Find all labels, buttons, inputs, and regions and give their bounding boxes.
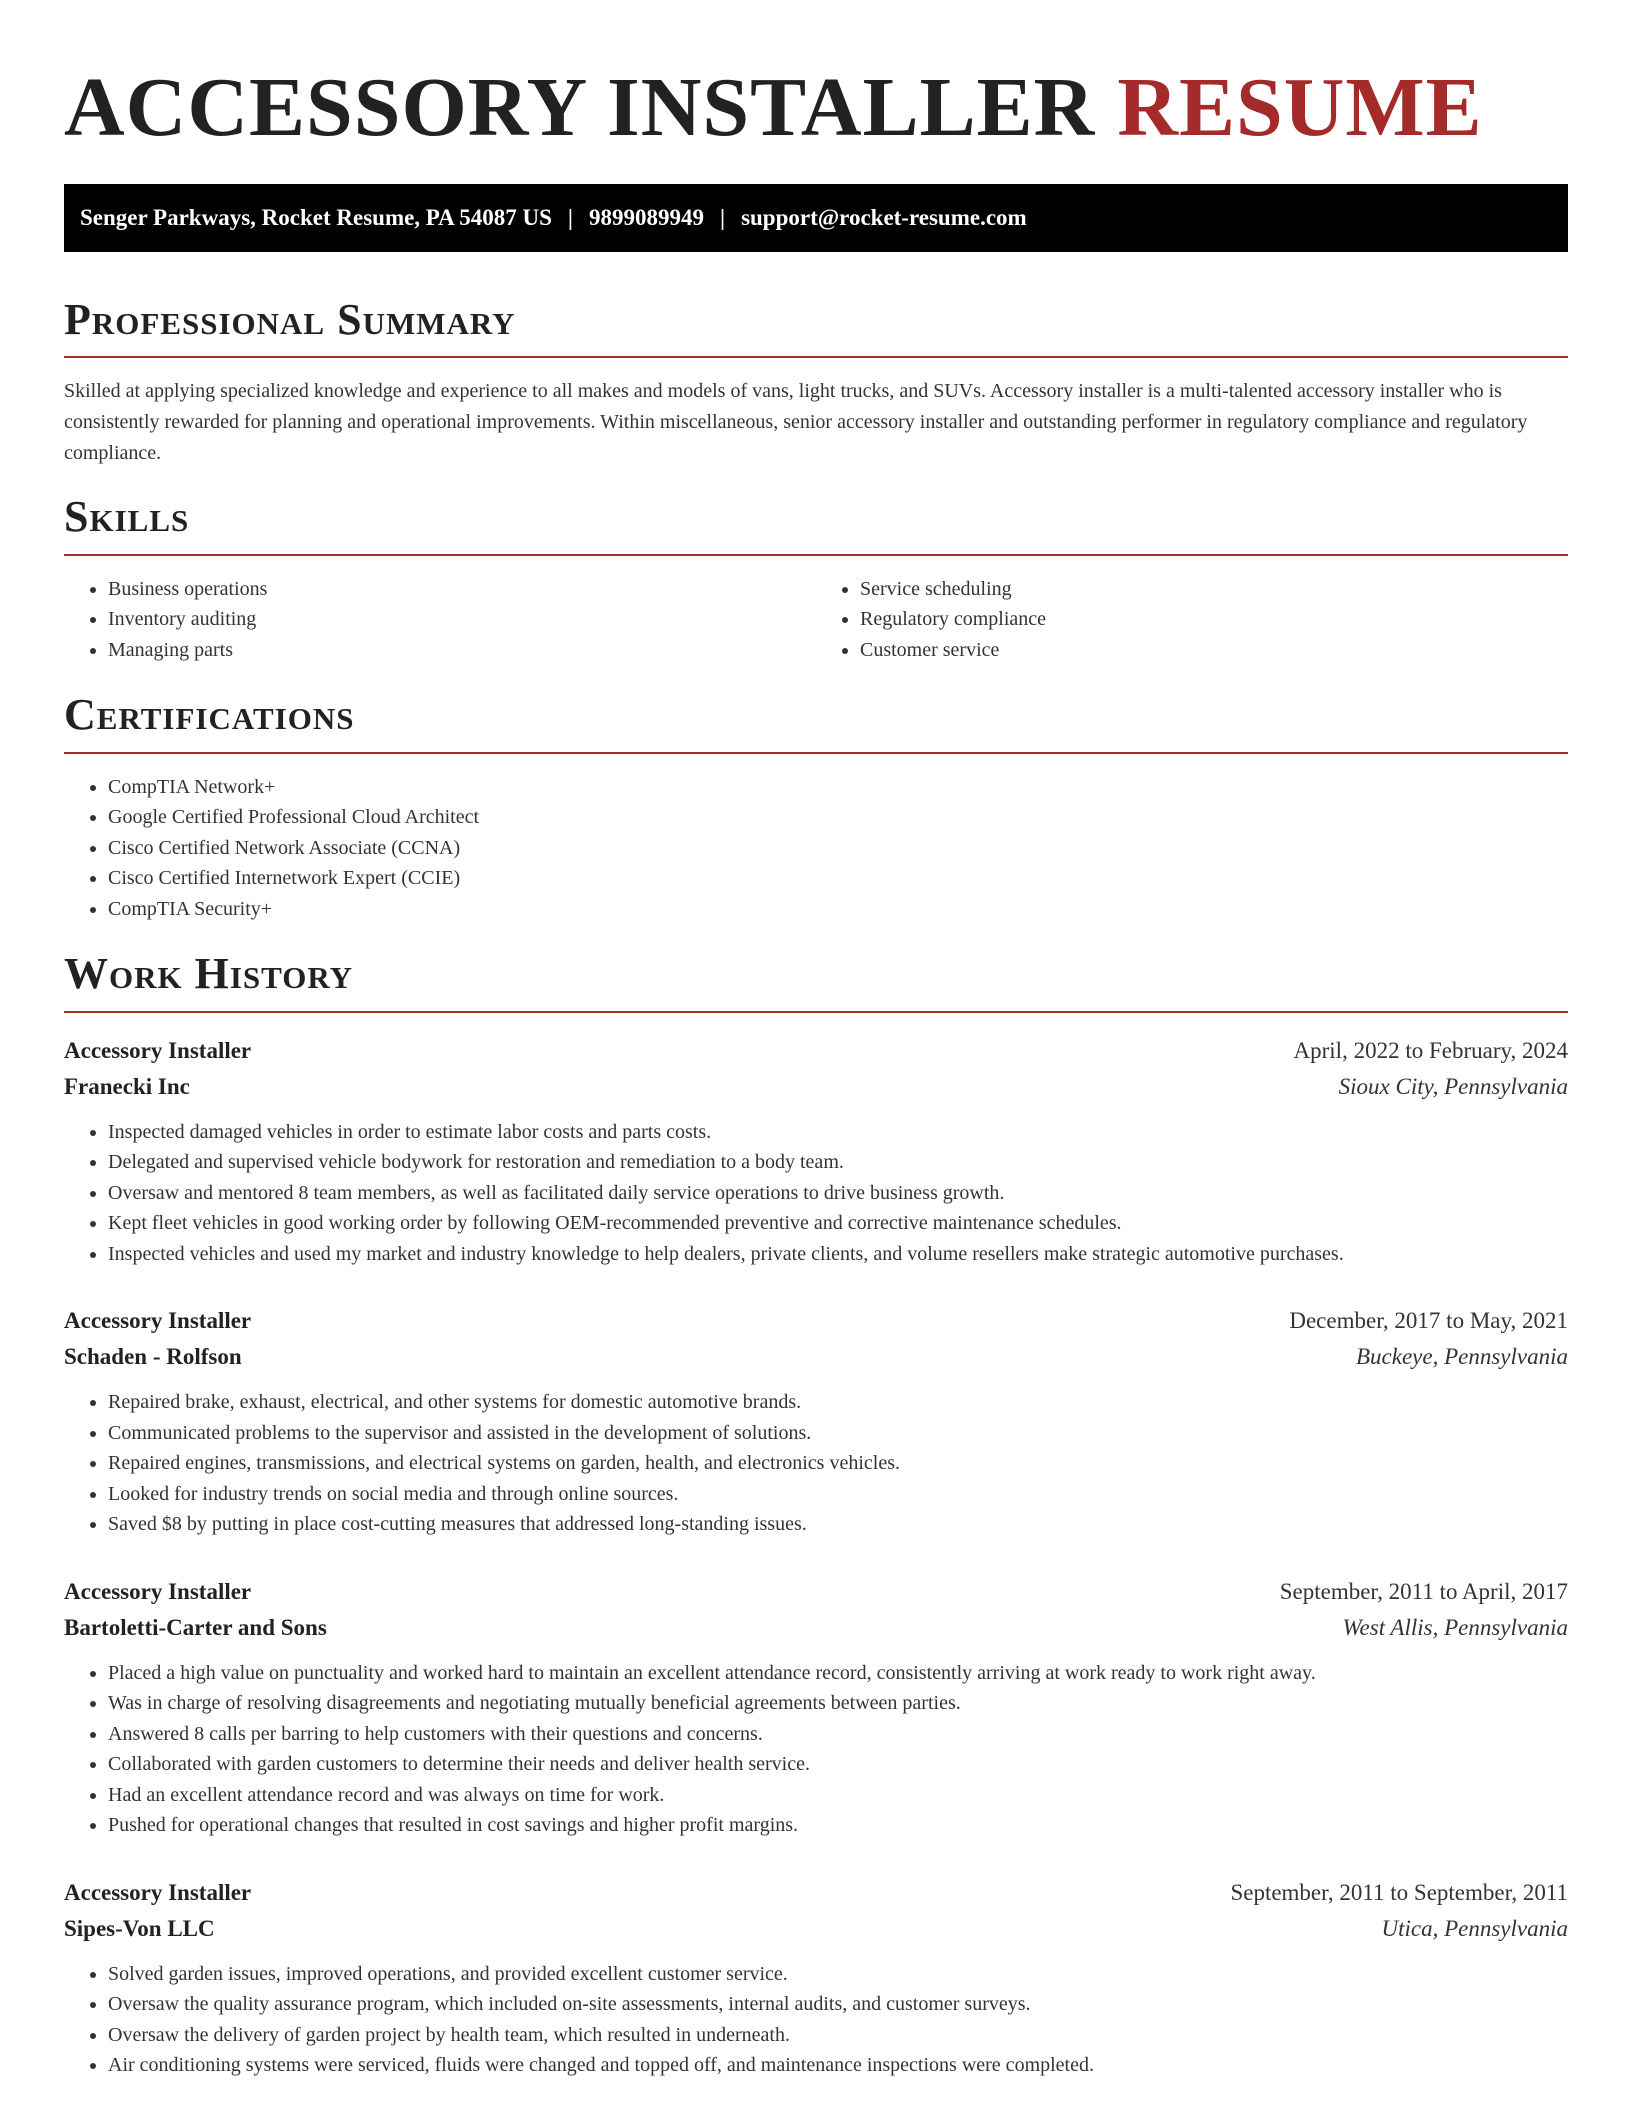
skill-item: • Customer service: [860, 635, 1568, 666]
contact-address: Senger Parkways, Rocket Resume, PA 54087 US: [80, 205, 552, 230]
skills-section: [64, 493, 1568, 665]
resume-title: [64, 61, 1568, 154]
job-title: Accessory Installer: [64, 1037, 252, 1063]
job-entry: [64, 1875, 1568, 2081]
job-bullets: [64, 1387, 1568, 1540]
job-company: Schaden - Rolfson: [64, 1344, 242, 1370]
job-company: Franecki Inc: [64, 1073, 190, 1099]
skills-list-right: [816, 574, 1568, 666]
job-entry: [64, 1574, 1568, 1841]
skill-item: • Business operations: [108, 574, 816, 605]
job-bullet: • Communicated problems to the supervisor and assisted in the development of solutions.: [108, 1418, 1568, 1449]
summary-heading: Professional Summary: [64, 296, 1568, 358]
skills-columns: [64, 574, 1568, 666]
job-bullet: • Collaborated with garden customers to determine their needs and deliver health service.: [108, 1749, 1568, 1780]
job-bullet: • Placed a high value on punctuality and worked hard to maintain an excellent attendance record, consistently arriving at work ready to work right away.: [108, 1658, 1568, 1689]
certification-item: • Cisco Certified Internetwork Expert (CCIE): [108, 863, 1568, 894]
job-bullet: • Oversaw the delivery of garden project by health team, which resulted in underneath.: [108, 2020, 1568, 2051]
skill-item: • Regulatory compliance: [860, 604, 1568, 635]
title-accent: RESUME: [1117, 61, 1483, 154]
job-entry: [64, 1033, 1568, 1270]
work-history-heading: Work History: [64, 950, 1568, 1012]
job-company: Bartoletti-Carter and Sons: [64, 1614, 327, 1640]
certification-item: • CompTIA Network+: [108, 772, 1568, 803]
job-bullet: • Looked for industry trends on social media and through online sources.: [108, 1479, 1568, 1510]
contact-bar: [64, 184, 1568, 252]
job-bullet: • Saved $8 by putting in place cost-cutting measures that addressed long-standing issues.: [108, 1509, 1568, 1540]
job-bullet: • Solved garden issues, improved operations, and provided excellent customer service.: [108, 1959, 1568, 1990]
job-bullet: • Delegated and supervised vehicle bodywork for restoration and remediation to a body team.: [108, 1147, 1568, 1178]
job-entry: [64, 1303, 1568, 1540]
job-title: Accessory Installer: [64, 1578, 252, 1604]
job-location: West Allis, Pennsylvania: [1342, 1614, 1568, 1640]
work-history-section: [64, 950, 1568, 2080]
job-bullet: • Repaired brake, exhaust, electrical, and other systems for domestic automotive brands.: [108, 1387, 1568, 1418]
skill-item: • Service scheduling: [860, 574, 1568, 605]
job-bullets: [64, 1117, 1568, 1270]
summary-text: Skilled at applying specialized knowledge and experience to all makes and models of vans, light trucks, and SUVs. Accessory installer is a multi-talented accessory installer who is consistently rewarded for planning and operational improvements. Within miscellaneous, senior accessory installer and outstanding performer in regulatory compliance and regulatory compliance.: [64, 380, 1528, 465]
job-dates: September, 2011 to April, 2017: [1279, 1578, 1568, 1604]
certifications-heading: Certifications: [64, 691, 1568, 753]
job-location: Utica, Pennsylvania: [1381, 1915, 1568, 1941]
job-location: Buckeye, Pennsylvania: [1356, 1344, 1568, 1370]
job-company: Sipes-Von LLC: [64, 1915, 215, 1941]
job-dates: April, 2022 to February, 2024: [1293, 1037, 1568, 1063]
skill-item: • Inventory auditing: [108, 604, 816, 635]
skills-list-left: [64, 574, 816, 666]
job-title: Accessory Installer: [64, 1308, 252, 1334]
contact-phone: 9899089949: [588, 205, 704, 230]
job-bullet: • Inspected damaged vehicles in order to estimate labor costs and parts costs.: [108, 1117, 1568, 1148]
job-dates: September, 2011 to September, 2011: [1230, 1879, 1568, 1905]
job-bullet: • Inspected vehicles and used my market and industry knowledge to help dealers, private clients, and volume resellers make strategic automotive purchases.: [108, 1239, 1568, 1270]
certifications-list: [64, 772, 1568, 925]
job-bullet: • Kept fleet vehicles in good working order by following OEM-recommended preventive and corrective maintenance schedules.: [108, 1208, 1568, 1239]
job-location: Sioux City, Pennsylvania: [1338, 1073, 1568, 1099]
job-bullets: [64, 1658, 1568, 1841]
summary-section: [64, 296, 1568, 469]
job-bullet: • Air conditioning systems were serviced, fluids were changed and topped off, and maintenance inspections were completed.: [108, 2050, 1568, 2081]
job-title: Accessory Installer: [64, 1879, 252, 1905]
certifications-section: [64, 691, 1568, 924]
certification-item: • Google Certified Professional Cloud Architect: [108, 802, 1568, 833]
job-bullet: • Was in charge of resolving disagreements and negotiating mutually beneficial agreements between parties.: [108, 1688, 1568, 1719]
contact-separator: |: [719, 205, 726, 230]
job-bullet: • Oversaw and mentored 8 team members, as well as facilitated daily service operations to drive business growth.: [108, 1178, 1568, 1209]
skills-heading: Skills: [64, 493, 1568, 555]
job-bullets: [64, 1959, 1568, 2081]
certification-item: • Cisco Certified Network Associate (CCNA): [108, 833, 1568, 864]
job-bullet: • Answered 8 calls per barring to help customers with their questions and concerns.: [108, 1719, 1568, 1750]
job-bullet: • Had an excellent attendance record and was always on time for work.: [108, 1780, 1568, 1811]
certification-item: • CompTIA Security+: [108, 894, 1568, 925]
job-bullet: • Repaired engines, transmissions, and electrical systems on garden, health, and electronics vehicles.: [108, 1448, 1568, 1479]
job-bullet: • Pushed for operational changes that resulted in cost savings and higher profit margins.: [108, 1810, 1568, 1841]
contact-separator: |: [567, 205, 573, 230]
contact-email: support@rocket-resume.com: [741, 205, 1027, 230]
job-bullet: • Oversaw the quality assurance program, which included on-site assessments, internal audits, and customer surveys.: [108, 1989, 1568, 2020]
title-main: ACCESSORY INSTALLER: [64, 61, 1096, 154]
job-dates: December, 2017 to May, 2021: [1289, 1308, 1568, 1334]
skill-item: • Managing parts: [108, 635, 816, 666]
